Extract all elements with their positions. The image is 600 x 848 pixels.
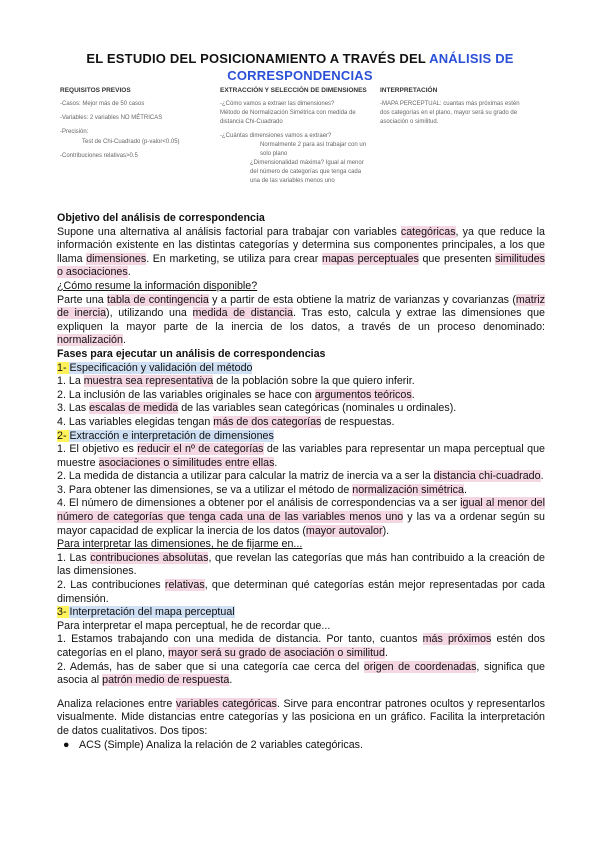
paragraph: Analiza relaciones entre variables categóricas. Sirve para encontrar patrones ocultos y representarlos visualmente. Mide distancias entre categorías y las posiciona en un gráfico. Facilita la interpretación de datos cualitativos. Dos tipos: [57, 697, 545, 737]
col-line: -Precisión: [60, 129, 89, 135]
list-item: 1. La muestra sea representativa de la población sobre la que quiero inferir. [57, 375, 415, 388]
title-blue: ANÁLISIS DE [429, 51, 514, 66]
document-title [0, 50, 600, 84]
col-line: -¿Cuántas dimensiones vamos a extraer? [220, 133, 332, 139]
subheading: Para interpretar las dimensiones, he de fijarme en... [57, 538, 303, 551]
list-item: 2. Además, has de saber que si una categoría cae cerca del origen de coordenadas, significa que asocia al patrón medio de respuesta. [57, 660, 545, 687]
list-item: 4. El número de dimensiones a obtener por el análisis de correspondencias va a ser igual al menor del número de categorías que tenga cada una de las variables menos uno y las va a ordenar según su mayor capacidad de explicar la inercia de los datos (mayor autovalor). [57, 497, 545, 537]
paragraph: Parte una tabla de contingencia y a partir de esta obtiene la matriz de varianzas y covarianzas (matriz de inercia), utilizando una medida de distancia. Tras esto, calcula y extrae las dimensiones que expliquen la mayor parte de la inercia de los datos, a través de un proceso denominado: normalización. [57, 293, 545, 347]
list-item: 1. El objetivo es reducir el nº de categorías de las variables para representar un mapa perceptual que muestre asociaciones o similitudes entre ellas. [57, 443, 545, 469]
title-black: EL ESTUDIO DEL POSICIONAMIENTO A TRAVÉS DEL [86, 51, 430, 66]
bullet-icon: ● [63, 738, 70, 751]
col-line: ¿Dimensionalidad máxima? Igual al menor del número de categorías que tenga cada una de las variables menos uno [250, 160, 364, 184]
title-blue-line2: CORRESPONDENCIAS [227, 68, 373, 83]
col-line: Método de Normalización Simétrica con medida de distancia Chi-Cuadrado [220, 110, 356, 125]
paragraph: Para interpretar el mapa perceptual, he de recordar que... [57, 619, 331, 632]
col-line: Normalmente 2 para así trabajar con un solo plano [260, 142, 367, 157]
col-line: Test de Chi-Cuadrado (p-valor<0.05) [82, 139, 180, 145]
phase-heading-3: 3- Interpretación del mapa perceptual [57, 606, 235, 619]
summary-col-requisitos [60, 86, 210, 166]
list-item: 1. Estamos trabajando con una medida de distancia. Por tanto, cuantos más próximos estén dos categorías en el plano, mayor será su grado de asociación o similitud. [57, 633, 545, 659]
document-body [57, 212, 545, 752]
summary-col-extraccion [220, 86, 370, 191]
list-item: 2. La inclusión de las variables originales se hace con argumentos teóricos. [57, 388, 415, 401]
col-line: -Variables: 2 variables NO MÉTRICAS [60, 115, 163, 121]
list-item: 3. Las escalas de medida de las variables sean categóricas (nominales u ordinales). [57, 402, 457, 415]
phase-heading-2: 2- Extracción e interpretación de dimensiones [57, 429, 274, 442]
col-line: -Casos: Mejor más de 50 casos [60, 101, 145, 107]
subheading: ¿Cómo resume la información disponible? [57, 279, 258, 292]
col-line: -¿Cómo vamos a extraer las dimensiones? [220, 101, 335, 107]
col-heading: REQUISITOS PREVIOS [60, 87, 131, 94]
paragraph: Supone una alternativa al análisis factorial para trabajar con variables categóricas, ya que reduce la información existente en las distintas categorías y determina sus componentes principales, a los que llama dimensiones. En marketing, se utiliza para crear mapas perceptuales que presenten similitudes o asociaciones. [57, 225, 546, 279]
list-item: 2. Las contribuciones relativas, que determinan qué categorías están mejor representadas por cada dimensión. [57, 579, 545, 605]
col-heading: EXTRACCIÓN Y SELECCIÓN DE DIMENSIONES [220, 87, 367, 94]
col-line: -MAPA PERCEPTUAL: cuantas más próximas estén dos categorías en el plano, mayor será su grado de asociación o similitud. [380, 101, 520, 125]
section-heading: Fases para ejecutar un análisis de correspondencias [57, 347, 326, 360]
list-item: 2. La medida de distancia a utilizar para calcular la matriz de inercia va a ser la distancia chi-cuadrado. [57, 470, 544, 483]
col-line: -Contribuciones relativas>0.5 [60, 153, 138, 159]
list-item: 1. Las contribuciones absolutas, que revelan las categorías que más han contribuido a la creación de las dimensiones. [57, 551, 546, 578]
summary-col-interpretacion [380, 86, 530, 132]
list-item: 4. Las variables elegidas tengan más de dos categorías de respuestas. [57, 415, 395, 428]
list-item: 3. Para obtener las dimensiones, se va a utilizar el método de normalización simétrica. [57, 483, 467, 496]
bullet-item: ● ACS (Simple) Analiza la relación de 2 variables categóricas. [63, 738, 363, 751]
section-heading: Objetivo del análisis de correspondencia [57, 212, 265, 224]
phase-heading-1: 1- Especificación y validación del método [57, 361, 253, 374]
col-heading: INTERPRETACIÓN [380, 87, 438, 94]
